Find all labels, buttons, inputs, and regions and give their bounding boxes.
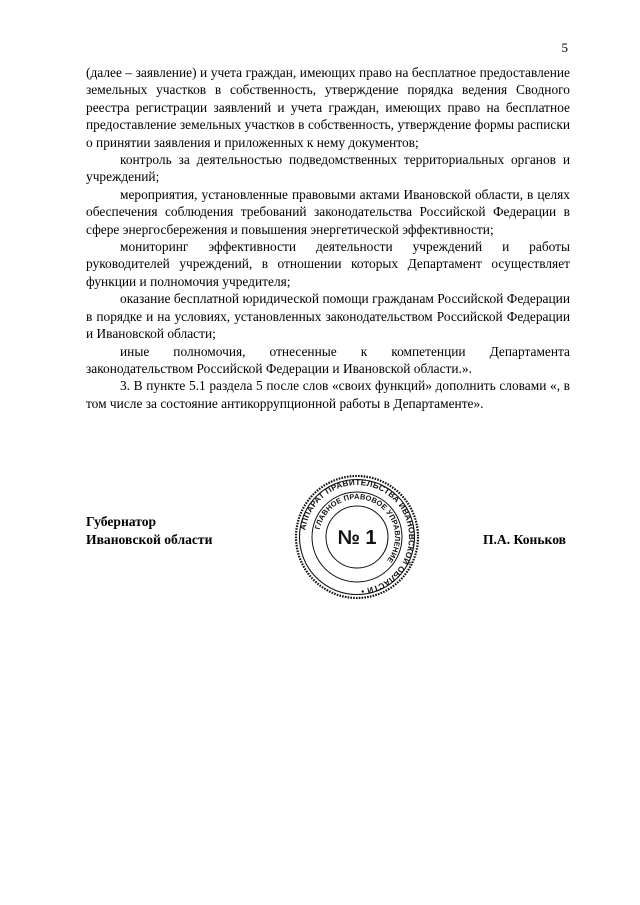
document-body [86,64,570,412]
page-number: 5 [561,40,568,55]
paragraph: контроль за деятельностью подведомственных территориальных органов и учреждений; [86,152,570,185]
signatory-title [86,513,212,549]
paragraph: оказание бесплатной юридической помощи гражданам Российской Федерации в порядке и на условиях, установленных законодательством Российской Федерации и Ивановской области; [86,291,570,342]
paragraph: (далее – заявление) и учета граждан, имеющих право на бесплатное предоставление земельных участков в собственность, утверждение порядка ведения Сводного реестра регистрации заявлений и учета граждан, имеющих право на бесплатное предоставление земельных участков в собственность, утверждение формы расписки о принятии заявления и приложенных к нему документов; [86,65,570,150]
paragraph: иные полномочия, отнесенные к компетенции Департамента законодательством Российской Федерации и Ивановской области.». [86,343,570,376]
svg-text:АППАРАТ ПРАВИТЕЛЬСТВА ИВАНОВСК: АППАРАТ ПРАВИТЕЛЬСТВА ИВАНОВСКОЙ ОБЛАСТИ • [298,477,417,596]
signatory-title-line1: Губернатор [86,514,157,529]
official-seal [294,474,420,600]
signatory-title-line2: Ивановской области [86,532,213,547]
paragraph: мониторинг эффективности деятельности учреждений и работы руководителей учреждений, в отношении которых Департамент осуществляет функции и полномочия учредителя; [86,239,570,289]
svg-text:ГЛАВНОЕ ПРАВОВОЕ УПРАВЛЕНИЕ: ГЛАВНОЕ ПРАВОВОЕ УПРАВЛЕНИЕ [312,491,403,565]
paragraph: 3. В пункте 5.1 раздела 5 после слов «своих функций» дополнить словами «, в том числе за состояние антикоррупционной работы в Департаменте». [86,378,570,411]
svg-text:№ 1: № 1 [337,527,377,549]
paragraph: мероприятия, установленные правовыми актами Ивановской области, в целях обеспечения соблюдения требований законодательства Российской Федерации в сфере энергосбережения и повышения энергетической эффективности; [86,186,570,237]
signatory-name: П.А. Коньков [482,532,566,547]
